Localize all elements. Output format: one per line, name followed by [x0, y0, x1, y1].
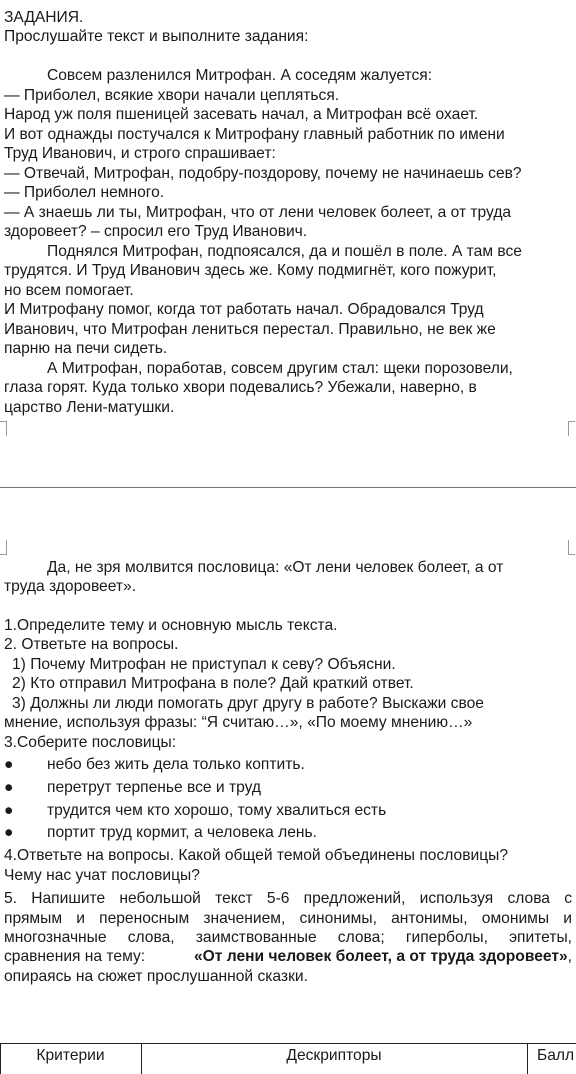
bullet-icon: ● [4, 802, 14, 819]
column-header-descriptors: Дескрипторы [286, 1047, 382, 1064]
task-2: 2. Ответьте на вопросы. [4, 636, 179, 653]
story-line: — Отвечай, Митрофан, подобру-поздорову, почему не начинаешь сев? [4, 165, 522, 182]
task-5-topic-line [4, 947, 572, 967]
bullet-icon: ● [4, 824, 14, 841]
page-corner-mark [0, 540, 7, 555]
bullet-icon: ● [4, 756, 14, 773]
story-line: — Приболел немного. [4, 184, 165, 201]
story-line: А Митрофан, поработав, совсем другим стал: щеки порозовели, [47, 360, 513, 377]
proverb-quote-line: Да, не зря молвится пословица: «От лени человек болеет, а от [47, 559, 504, 576]
story-line: глаза горят. Куда только хвори подевались? Убежали, наверно, в [4, 379, 477, 396]
story-line: — Приболел, всякие хвори начали цепляться. [4, 87, 340, 104]
page-corner-mark [568, 421, 575, 436]
task-5-topic-prefix: сравнения на тему: [4, 948, 150, 965]
task-5-topic: «От лени человек болеет, а от труда здоровеет» [193, 948, 568, 965]
page-corner-mark [0, 421, 7, 436]
task-5-topic-wrap [194, 947, 572, 967]
story-line: трудятся. И Труд Иванович здесь же. Кому подмигнёт, кого пожурит, [4, 262, 497, 279]
story-line: парню на печи сидеть. [4, 340, 168, 357]
proverb-quote-line: труда здоровеет». [4, 578, 137, 595]
story-line: Труд Иванович, и строго спрашивает: [4, 145, 276, 162]
bullet-icon: ● [4, 779, 14, 796]
story-line: И Митрофану помог, когда тот работать начал. Обрадовался Труд [4, 301, 484, 318]
page-title: ЗАДАНИЯ. [4, 9, 84, 26]
proverb-item: перетрут терпенье все и труд [47, 779, 261, 796]
story-line: Народ уж поля пшеницей засевать начал, а Митрофан всё охает. [4, 106, 479, 123]
column-header-criteria: Критерии [36, 1047, 105, 1064]
story-line: — А знаешь ли ты, Митрофан, что от лени человек болеет, а от труда [4, 204, 512, 221]
story-line: царство Лени-матушки. [4, 399, 175, 416]
question-3-continued: мнение, используя фразы: “Я считаю…», «По моему мнению…» [4, 714, 473, 731]
criteria-table-header [0, 1043, 576, 1074]
page-separator [0, 487, 576, 488]
story-line: но всем помогает. [4, 282, 134, 299]
column-header-score: Балл [537, 1047, 575, 1064]
task-5-topic-comma: , [567, 948, 572, 965]
task-5: 5. Напишите небольшой текст 5-6 предложений, используя слова с [4, 890, 572, 907]
task-5-line: прямым и переносным значением, синонимы, антонимы, омонимы и [4, 910, 572, 927]
task-5-line: опираясь на сюжет прослушанной сказки. [4, 968, 308, 985]
task-1: 1.Определите тему и основную мысль текста. [4, 617, 338, 634]
story-line: И вот однажды постучался к Митрофану главный работник по имени [4, 126, 505, 143]
proverb-item: трудится чем кто хорошо, тому хвалиться есть [47, 802, 387, 819]
proverb-item: портит труд кормит, а человека лень. [47, 824, 317, 841]
question-2: 2) Кто отправил Митрофана в поле? Дай краткий ответ. [12, 675, 414, 692]
story-line: Иванович, что Митрофан лениться перестал. Правильно, не век же [4, 321, 496, 338]
story-line: здоровеет? – спросил его Труд Иванович. [4, 223, 308, 240]
task-5-line: многозначные слова, заимствованные слова; гиперболы, эпитеты, [4, 929, 572, 946]
proverb-item: небо без жить дела только коптить. [47, 756, 305, 773]
story-line: Поднялся Митрофан, подпоясался, да и пошёл в поле. А там все [47, 243, 522, 260]
task-3: 3.Соберите пословицы: [4, 734, 177, 751]
story-line: Совсем разленился Митрофан. А соседям жалуется: [47, 67, 433, 84]
question-3: 3) Должны ли люди помогать друг другу в работе? Выскажи свое [12, 695, 484, 712]
page-corner-mark [568, 540, 575, 555]
task-4: 4.Ответьте на вопросы. Какой общей темой объединены пословицы? [4, 847, 509, 864]
task-4-continued: Чему нас учат пословицы? [4, 867, 200, 884]
instruction: Прослушайте текст и выполните задания: [4, 28, 309, 45]
question-1: 1) Почему Митрофан не приступал к севу? Объясни. [12, 656, 396, 673]
